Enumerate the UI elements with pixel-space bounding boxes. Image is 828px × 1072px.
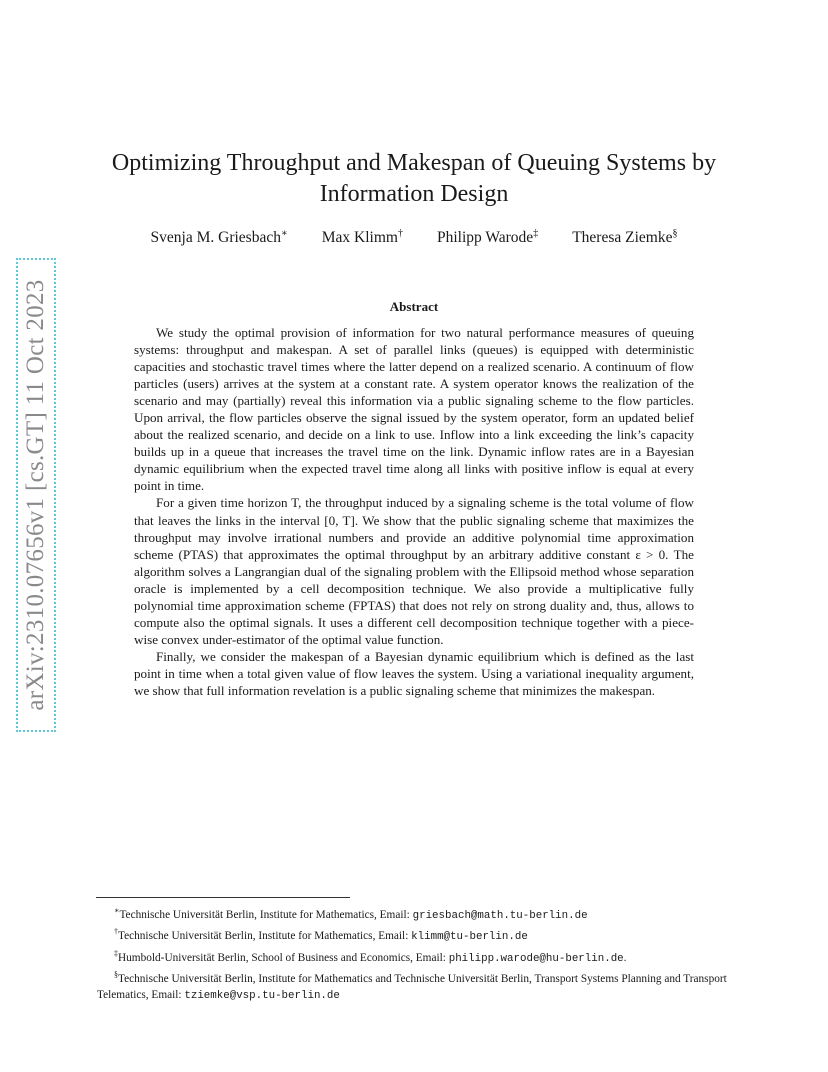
paper-title: Optimizing Throughput and Makespan of Queuing Systems by Information Design bbox=[111, 150, 717, 207]
author: Theresa Ziemke§ bbox=[572, 228, 678, 247]
email-link[interactable]: klimm@tu-berlin.de bbox=[411, 931, 528, 944]
abstract-heading: Abstract bbox=[389, 299, 439, 314]
arxiv-identifier-stamp[interactable] bbox=[16, 258, 56, 732]
author-list bbox=[100, 228, 728, 247]
footnote-divider bbox=[96, 897, 350, 898]
footnotes bbox=[97, 903, 733, 1005]
abstract-paragraph: For a given time horizon T, the throughput induced by a signaling scheme is the total volume of flow that leaves the links in the interval [0, T]. We show that the public signaling scheme that maximizes the throughput may involve irrational numbers and provide an additive polynomial time approximation scheme (PTAS) that approximates the optimal throughput by an arbitrary additive constant ε > 0. The algorithm solves a Langrangian dual of the signaling problem with the Ellipsoid method whose separation oracle is implemented by a cell decomposition technique. We also provide a multiplicative fully polynomial time approximation scheme (FPTAS) that does not rely on strong duality and, thus, allows to compute also the optimal signals. It uses a different cell decomposition technique together with a piece-wise convex under-estimator of the optimal value function. bbox=[134, 495, 694, 647]
abstract-paragraph: We study the optimal provision of information for two natural performance measures of queuing systems: throughput and makespan. A set of parallel links (queues) is equipped with deterministic capacities and stochastic travel times where the latter depend on a realized scenario. A continuum of flow particles (users) arrives at the system at a constant rate. A system operator knows the realization of the scenario and may (partially) reveal this information via a public signaling scheme to the flow particles. Upon arrival, the flow particles observe the signal issued by the system operator, form an updated belief about the realized scenario, and decide on a link to use. Inflow into a link exceeding the link’s capacity builds up in a queue that increases the travel time on the link. Dynamic inflow rates are in a Bayesian dynamic equilibrium when the expected travel time along all links with positive inflow is equal at every point in time. bbox=[134, 325, 694, 494]
email-link[interactable]: philipp.warode@hu-berlin.de bbox=[448, 952, 624, 965]
author: Max Klimm† bbox=[321, 228, 403, 247]
footnote: §Technische Universität Berlin, Institute for Mathematics and Technische Universität Berlin, Transport Systems Planning and Transport Telematics, Email: tziemke@vsp.tu-berlin.de bbox=[97, 970, 727, 1002]
author: Svenja M. Griesbach∗ bbox=[150, 228, 288, 247]
footnote: †Technische Universität Berlin, Institute for Mathematics, Email: klimm@tu-berlin.de bbox=[114, 927, 528, 944]
author: Philipp Warode‡ bbox=[436, 228, 539, 247]
email-link[interactable]: griesbach@math.tu-berlin.de bbox=[412, 909, 588, 922]
abstract-body bbox=[134, 324, 694, 699]
footnote: ∗Technische Universität Berlin, Institute for Mathematics, Email: griesbach@math.tu-berlin.de bbox=[114, 906, 588, 922]
footnote: ‡Humbold-Universität Berlin, School of Business and Economics, Email: philipp.warode@hu-berlin.de. bbox=[114, 948, 627, 965]
abstract-paragraph: Finally, we consider the makespan of a Bayesian dynamic equilibrium which is defined as the last point in time when a total given value of flow leaves the system. Using a variational inequality argument, we show that full information revelation is a public signaling scheme that minimizes the makespan. bbox=[134, 648, 694, 698]
email-link[interactable]: tziemke@vsp.tu-berlin.de bbox=[184, 989, 340, 1002]
arxiv-identifier-text: arXiv:2310.07656v1 [cs.GT] 11 Oct 2023 bbox=[22, 279, 49, 711]
